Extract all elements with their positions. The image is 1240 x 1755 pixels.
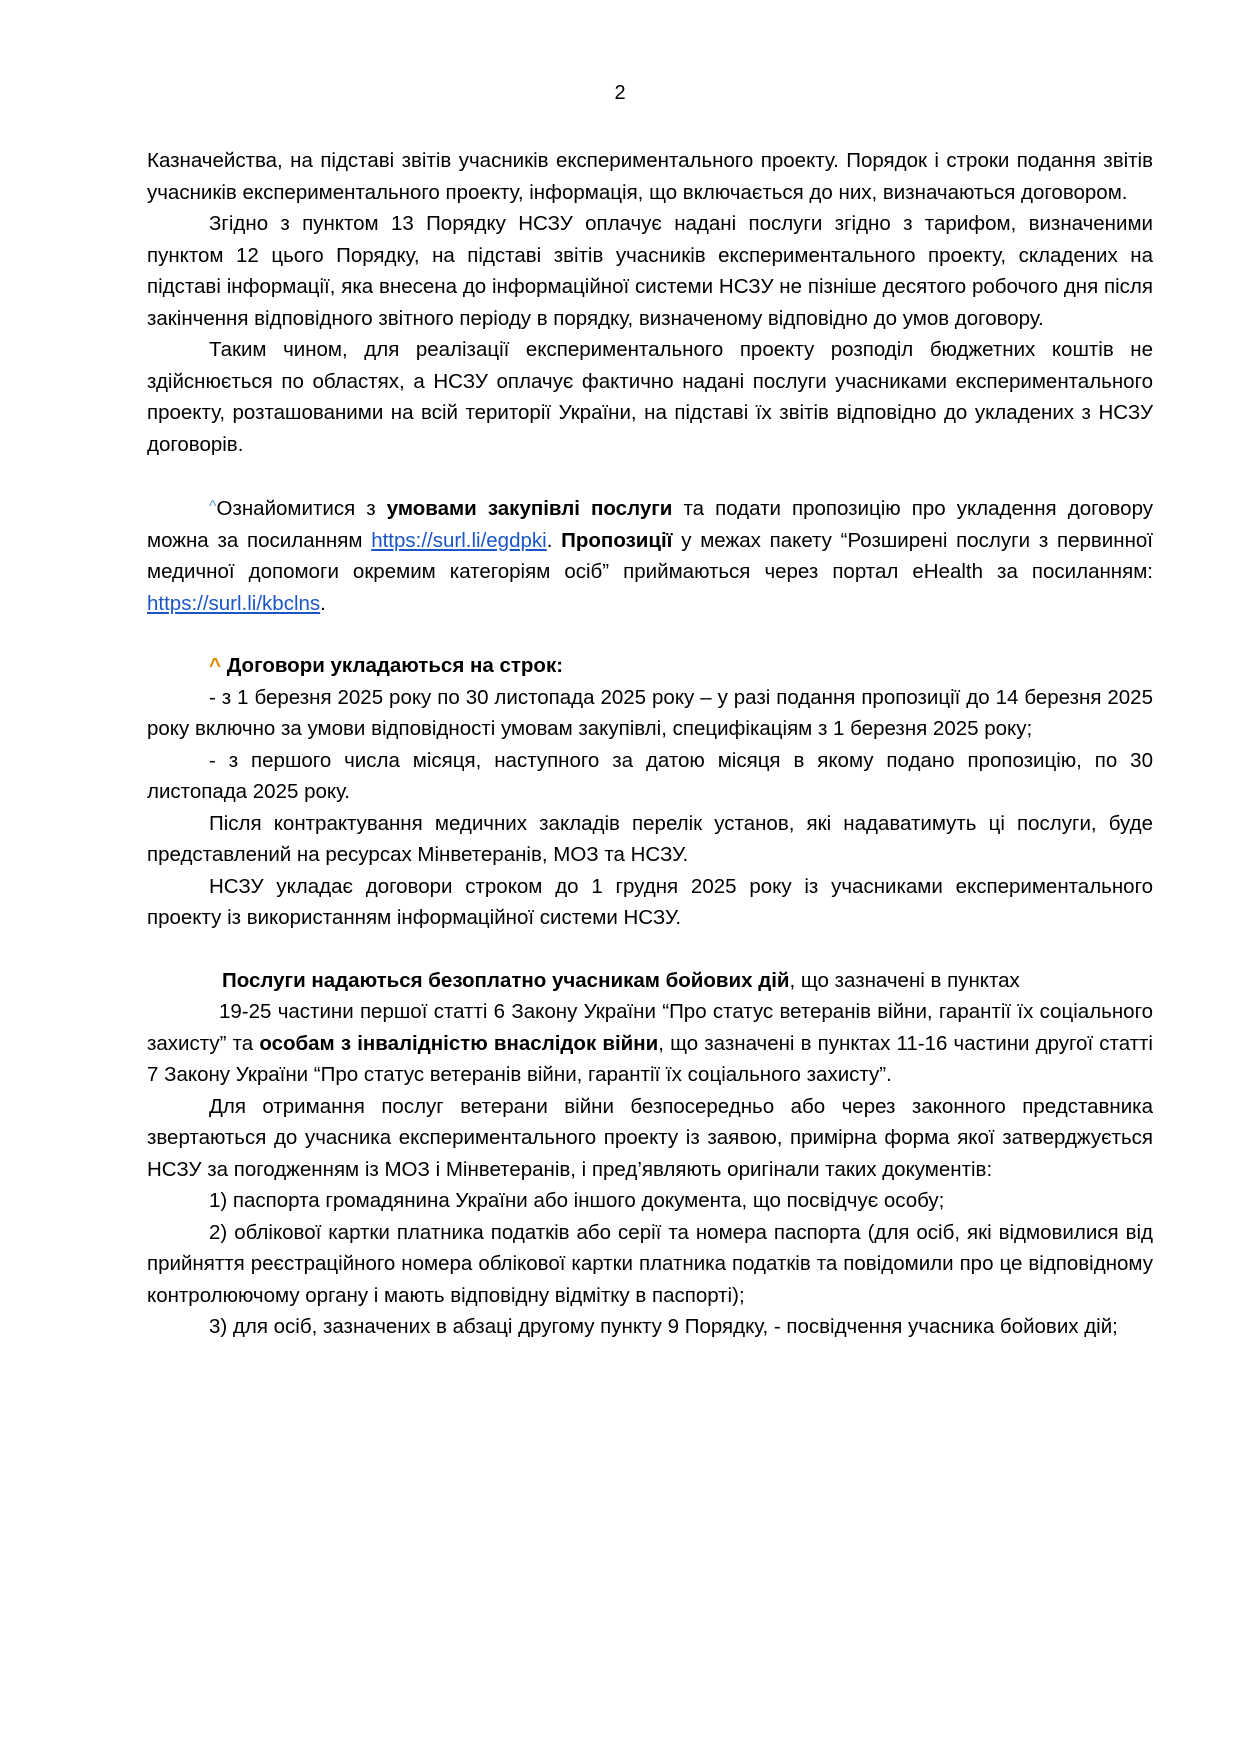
document-item-1: 1) паспорта громадянина України або іншого документа, що посвідчує особу; (209, 1189, 945, 1212)
paragraph-how-to-apply: Для отримання послуг ветерани війни безпосередньо або через законного представника звертаються до учасника експериментального проекту із заявою, примірна форма якої затверджується НСЗУ за погодженням із МОЗ і Мінветеранів, і пред’являють оригінали таких документів: (147, 1094, 1153, 1181)
term-option-2: - з першого числа місяця, наступного за датою місяця в якому подано пропозицію, по 30 листопада 2025 року. (147, 748, 1153, 803)
proposals-bold: Пропозиції (561, 528, 673, 552)
document-item-2: 2) облікової картки платника податків або серії та номера паспорта (для осіб, які відмовилися від прийняття реєстраційного номера облікової картки платника податків та повідомили про це відповідному контролюючому органу і мають відповідну відмітку в паспорті); (147, 1220, 1153, 1307)
services-free-heading: Послуги надаються безоплатно учасникам бойових дій, що зазначені в пунктах (222, 968, 1020, 992)
ehealth-link[interactable]: https://surl.li/kbclns (147, 591, 321, 615)
paragraph-eligible-persons: 19-25 частини першої статті 6 Закону України “Про статус ветеранів війни, гарантії їх соціального захисту” та особам з інвалідністю внаслідок війни, що зазначені в пунктах 11-16 частини другої статті 7 Закону України “Про статус ветеранів війни, гарантії їх соціального захисту”. (147, 1000, 1153, 1086)
paragraph-clause-13: Згідно з пунктом 13 Порядку НСЗУ оплачує надані послуги згідно з тарифом, визначеними пунктом 12 цього Порядку, на підставі звітів учасників експериментального проекту, складених на підставі інформації, яка внесена до інформаційної системи НСЗУ не пізніше десятого робочого дня після закінчення відповідного звітного періоду в порядку, визначеному відповідно до умов договору. (147, 212, 1153, 330)
document-item-3: 3) для осіб, зазначених в абзаці другому пункту 9 Порядку, - посвідчення учасника бойових дій; (209, 1315, 1118, 1338)
paragraph-treasury: Казначейства, на підставі звітів учасників експериментального проекту. Порядок і строки подання звітів учасників експериментального проекту, інформація, що включається до них, визначаються договором. (147, 149, 1153, 204)
term-option-1: - з 1 березня 2025 року по 30 листопада 2025 року – у разі подання пропозиції до 14 березня 2025 року включно за умови відповідності умовам закупівлі, специфікаціям з 1 березня 2025 року; (147, 685, 1153, 740)
paragraph-contracting: Після контрактування медичних закладів перелік установ, які надаватимуть ці послуги, буде представлений на ресурсах Мінветеранів, МОЗ та НСЗУ. (147, 811, 1153, 866)
caret-marker-icon: ^ (209, 498, 217, 515)
paragraph-procurement: ^Ознайомитися з умовами закупівлі послуги та подати пропозицію про укладення договору можна за посиланням https://surl.li/egdpki. Пропозиції у межах пакету “Розширені послуги з первинної медичної допомоги окремим категоріям осіб” приймаються через портал eHealth за посиланням: https://surl.li/kbclns. (147, 497, 1154, 615)
procurement-terms-bold: умовами закупівлі послуги (386, 497, 673, 520)
contracts-heading: ^ Договори укладаються на строк: (209, 654, 564, 677)
procurement-link[interactable]: https://surl.li/egdpki (371, 528, 547, 552)
caret-marker-icon: ^ (209, 654, 221, 677)
paragraph-nszu-contracts: НСЗУ укладає договори строком до 1 грудня 2025 року із учасниками експериментального проекту із використанням інформаційної системи НСЗУ. (147, 874, 1153, 929)
paragraph-budget: Таким чином, для реалізації експериментального проекту розподіл бюджетних коштів не здійснюється по областях, а НСЗУ оплачує фактично надані послуги учасниками експериментального проекту, розташованими на всій території України, на підставі їх звітів відповідно до укладених з НСЗУ договорів. (147, 338, 1153, 456)
page-number: 2 (614, 82, 626, 104)
document-body (147, 145, 1153, 1343)
